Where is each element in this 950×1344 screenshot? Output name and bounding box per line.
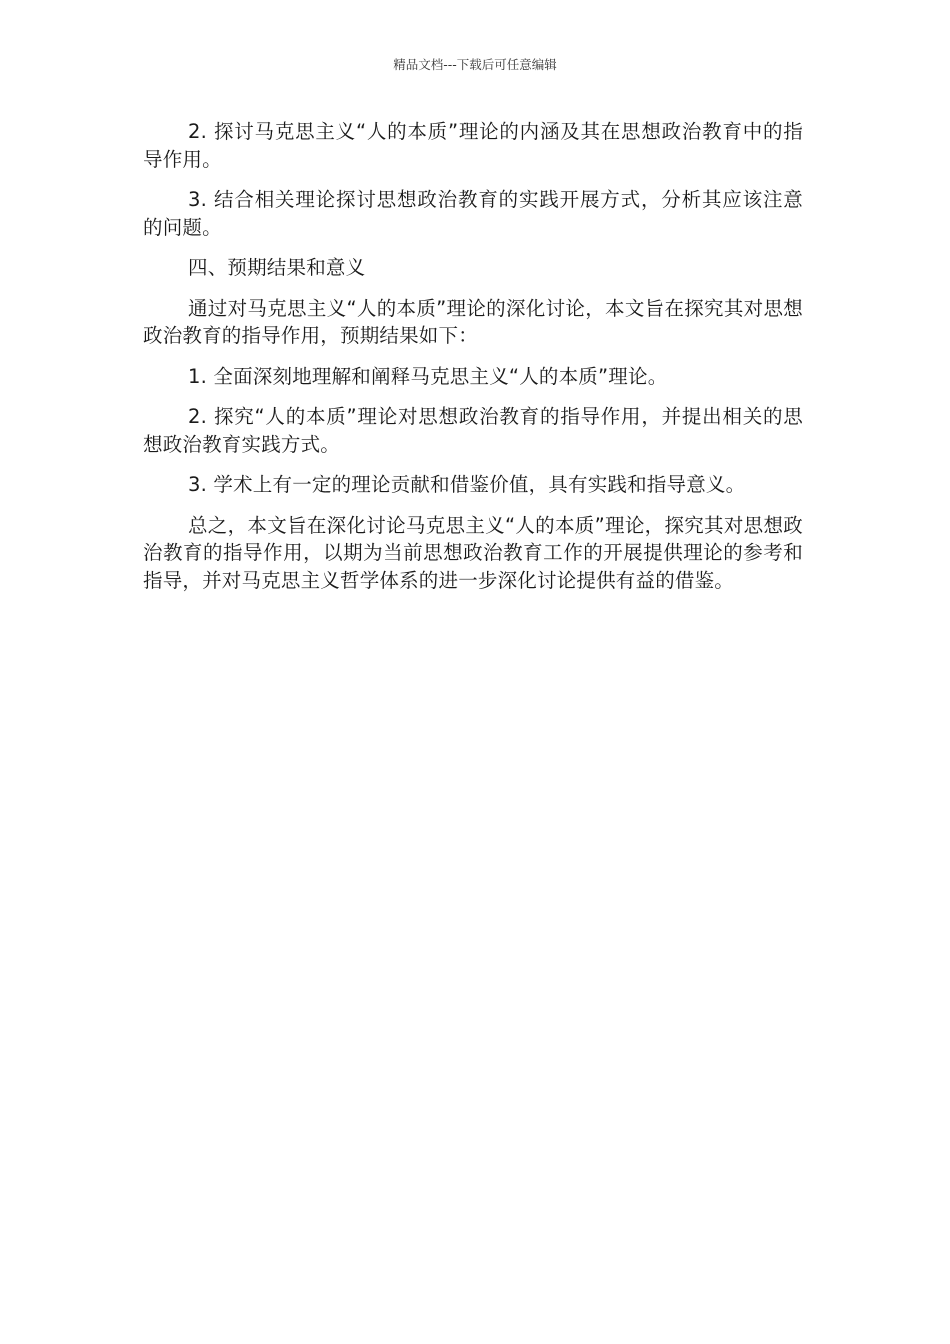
page-header: 精品文档---下载后可任意编辑: [393, 57, 557, 72]
section-heading-expected-results: 四、预期结果和意义: [188, 256, 366, 279]
paragraph-result-3: 3. 学术上有一定的理论贡献和借鉴价值，具有实践和指导意义。: [188, 473, 746, 496]
paragraph-conclusion: 总之，本文旨在深化讨论马克思主义“人的本质”理论，探究其对思想政治教育的指导作用，以期为当前思想政治教育工作的开展提供理论的参考和指导，并对马克思主义哲学体系的进一步深化讨论提供有益的借鉴。: [143, 513, 803, 592]
paragraph-objective-2: 2. 探讨马克思主义“人的本质”理论的内涵及其在思想政治教育中的指导作用。: [143, 120, 803, 171]
paragraph-results-intro: 通过对马克思主义“人的本质”理论的深化讨论，本文旨在探究其对思想政治教育的指导作用，预期结果如下：: [143, 296, 803, 347]
document-body: [143, 118, 803, 607]
paragraph-result-1: 1. 全面深刻地理解和阐释马克思主义“人的本质”理论。: [188, 364, 668, 388]
paragraph-result-2: 2. 探究“人的本质”理论对思想政治教育的指导作用，并提出相关的思想政治教育实践方式。: [143, 405, 803, 456]
paragraph-objective-3: 3. 结合相关理论探讨思想政治教育的实践开展方式，分析其应该注意的问题。: [143, 188, 803, 239]
